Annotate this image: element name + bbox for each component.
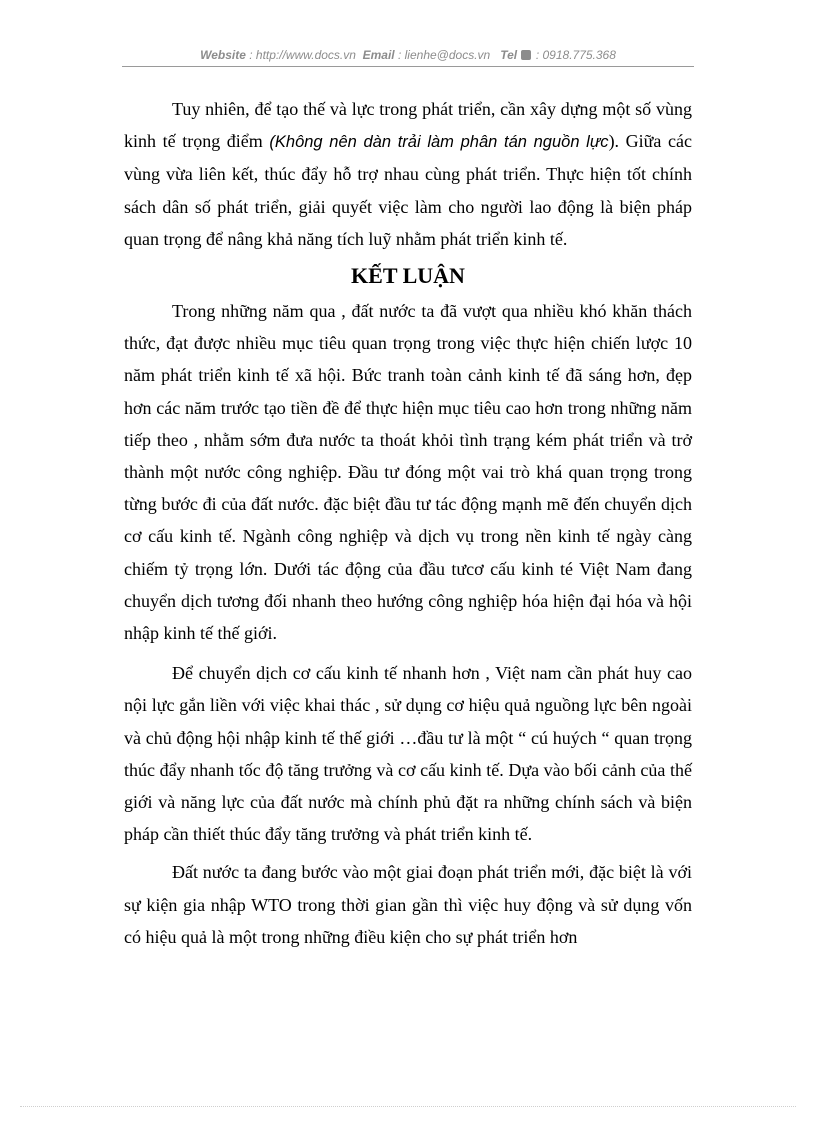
paragraph-1 (124, 93, 692, 255)
email-separator: : (394, 48, 405, 62)
tel-label: Tel (500, 48, 518, 62)
website-url[interactable]: http://www.docs.vn (255, 48, 356, 62)
document-body (124, 93, 692, 953)
section-title: KẾT LUẬN (351, 263, 465, 289)
website-label: Website (200, 48, 246, 62)
phone-icon (521, 50, 531, 60)
paragraph-1-rest: ). Giữa các vùng vừa liên kết, thúc đẩy hỗ trợ nhau cùng phát triển. Thực hiện tốt chính sách dân số phát triển, giải quyết việc làm cho người lao động là biện pháp quan trọng để nâng khả năng tích luỹ nhằm phát triển kinh tế. (124, 131, 692, 249)
email-value[interactable]: lienhe@docs.vn (404, 48, 491, 62)
website-separator: : (245, 48, 256, 62)
header-divider (122, 66, 694, 67)
paragraph-1-text: Tuy nhiên, để tạo thế và lực trong phát triển, cần xây dựng một số vùng kinh tế trọng điểm (124, 99, 692, 152)
tel-value: 0918.775.368 (542, 48, 616, 62)
paragraph-3: Để chuyển dịch cơ cấu kinh tế nhanh hơn , Việt nam cần phát huy cao nội lực gắn liền với việc khai thác , sử dụng cơ hiệu quả nguồng lực bên ngoài và chủ động hội nhập kinh tế thế giới …đầu tư là một “ cú huých “ quan trọng thúc đẩy nhanh tốc độ tăng trưởng và cơ cấu kinh tế. Dựa vào bối cảnh của thế giới và năng lực của đất nước mà chính phủ đặt ra những chính sách và biện pháp cần thiết thúc đẩy tăng trưởng và phát triển kinh tế. (124, 663, 692, 845)
paragraph-4: Đất nước ta đang bước vào một giai đoạn phát triển mới, đặc biệt là với sự kiện gia nhập WTO trong thời gian gần thì việc huy động và sử dụng vốn có hiệu quả là một trong những điều kiện cho sự phát triển hơn (124, 862, 692, 947)
tel-separator: : (532, 48, 543, 62)
footer-divider (20, 1106, 796, 1107)
paragraph-2: Trong những năm qua , đất nước ta đã vượt qua nhiều khó khăn thách thức, đạt được nhiều mục tiêu quan trọng trong việc thực hiện chiến lược 10 năm phát triển kinh tế xã hội. Bức tranh toàn cảnh kinh tế đã sáng hơn, đẹp hơn các năm trước tạo tiền đề để thực hiện mục tiêu cao hơn trong những năm tiếp theo , nhằm sớm đưa nước ta thoát khỏi tình trạng kém phát triển và trở thành một nước công nghiệp. Đầu tư đóng một vai trò khá quan trọng trong từng bước đi của đất nước. đặc biệt đầu tư tác động mạnh mẽ đến chuyển dịch cơ cấu kinh tế. Ngành công nghiệp và dịch vụ trong nền kinh tế ngày càng chiếm tỷ trọng lớn. Dưới tác động của đầu tưcơ cấu kinh té Việt Nam đang chuyển dịch tương đối nhanh theo hướng công nghiệp hóa hiện đại hóa và hội nhập kinh tế thế giới. (124, 301, 692, 644)
paragraph-1-italic: (Không nên dàn trải làm phân tán nguồn lực (269, 133, 609, 152)
page-header (122, 47, 694, 63)
email-label: Email (362, 48, 395, 62)
